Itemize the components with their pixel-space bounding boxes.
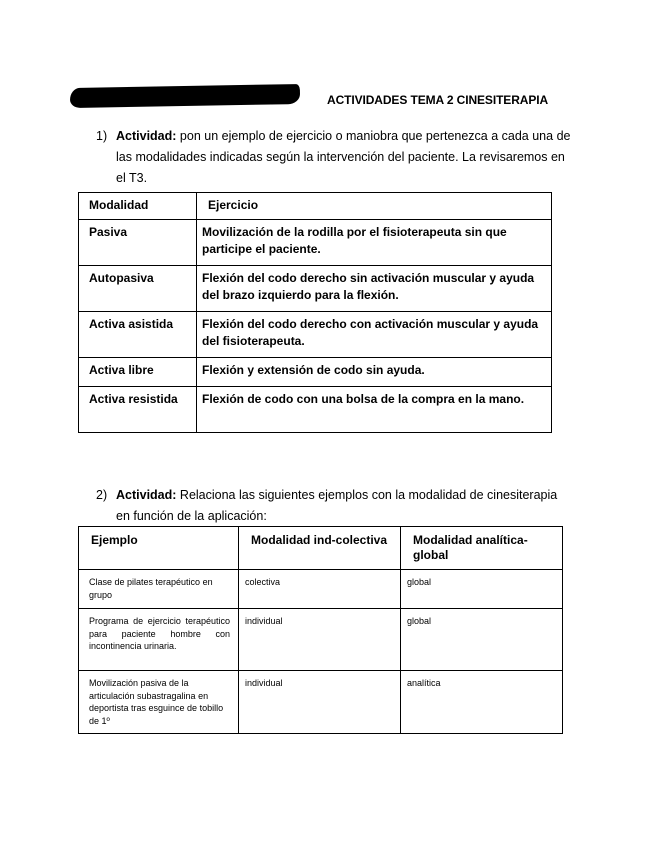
- activity-2-label: Actividad:: [116, 488, 177, 502]
- activity-1-text: pon un ejemplo de ejercicio o maniobra que pertenezca a cada una de las modalidades indicadas según la intervención del paciente. La revisaremos en el T3.: [116, 129, 571, 185]
- table-header-row: [79, 193, 552, 220]
- table-cell: Flexión del codo derecho sin activación muscular y ayuda del brazo izquierdo para la flexión.: [197, 266, 552, 312]
- table-cell: global: [401, 609, 563, 671]
- table-cell: Movilización de la rodilla por el fisioterapeuta sin que participe el paciente.: [197, 220, 552, 266]
- table-cell: Flexión de codo con una bolsa de la compra en la mano.: [197, 387, 552, 433]
- table-cell: Autopasiva: [79, 266, 197, 312]
- activity-1-label: Actividad:: [116, 129, 177, 143]
- table-header-cell: Modalidad ind-colectiva: [239, 527, 401, 570]
- table-cell: Activa libre: [79, 358, 197, 387]
- table-cell: Flexión del codo derecho con activación muscular y ayuda del fisioterapeuta.: [197, 312, 552, 358]
- table-row: [79, 312, 552, 358]
- table-cell: Pasiva: [79, 220, 197, 266]
- activity-2: [96, 485, 571, 527]
- activity-2-text: Relaciona las siguientes ejemplos con la modalidad de cinesiterapia en función de la aplicación:: [116, 488, 558, 523]
- redacted-name-block: [70, 84, 300, 108]
- table-header-cell: Ejercicio: [197, 193, 552, 220]
- table-row: [79, 266, 552, 312]
- table-row: [79, 609, 563, 671]
- activity-1-number: 1): [96, 129, 108, 143]
- table-cell: individual: [239, 609, 401, 671]
- activity-2-number: 2): [96, 488, 108, 502]
- table-cell: Clase de pilates terapéutico en grupo: [79, 570, 239, 609]
- table-cell: Flexión y extensión de codo sin ayuda.: [197, 358, 552, 387]
- table-row: [79, 570, 563, 609]
- table-cell: colectiva: [239, 570, 401, 609]
- table-header-cell: Ejemplo: [79, 527, 239, 570]
- table-cell: analítica: [401, 671, 563, 734]
- table-header-row: [79, 527, 563, 570]
- table-row: [79, 671, 563, 734]
- examples-table: [78, 526, 563, 734]
- table-cell: Activa asistida: [79, 312, 197, 358]
- modalities-table: [78, 192, 552, 433]
- activity-1: [96, 126, 571, 189]
- table-header-cell: Modalidad analítica-global: [401, 527, 563, 570]
- table-cell: Activa resistida: [79, 387, 197, 433]
- table-cell: individual: [239, 671, 401, 734]
- table-row: [79, 387, 552, 433]
- table-row: [79, 220, 552, 266]
- table-row: [79, 358, 552, 387]
- table-cell: Programa de ejercicio terapéutico para paciente hombre con incontinencia urinaria.: [79, 609, 239, 671]
- table-header-cell: Modalidad: [79, 193, 197, 220]
- table-cell: global: [401, 570, 563, 609]
- document-title: ACTIVIDADES TEMA 2 CINESITERAPIA: [327, 93, 549, 107]
- table-cell: Movilización pasiva de la articulación subastragalina en deportista tras esguince de tobillo de 1º: [79, 671, 239, 734]
